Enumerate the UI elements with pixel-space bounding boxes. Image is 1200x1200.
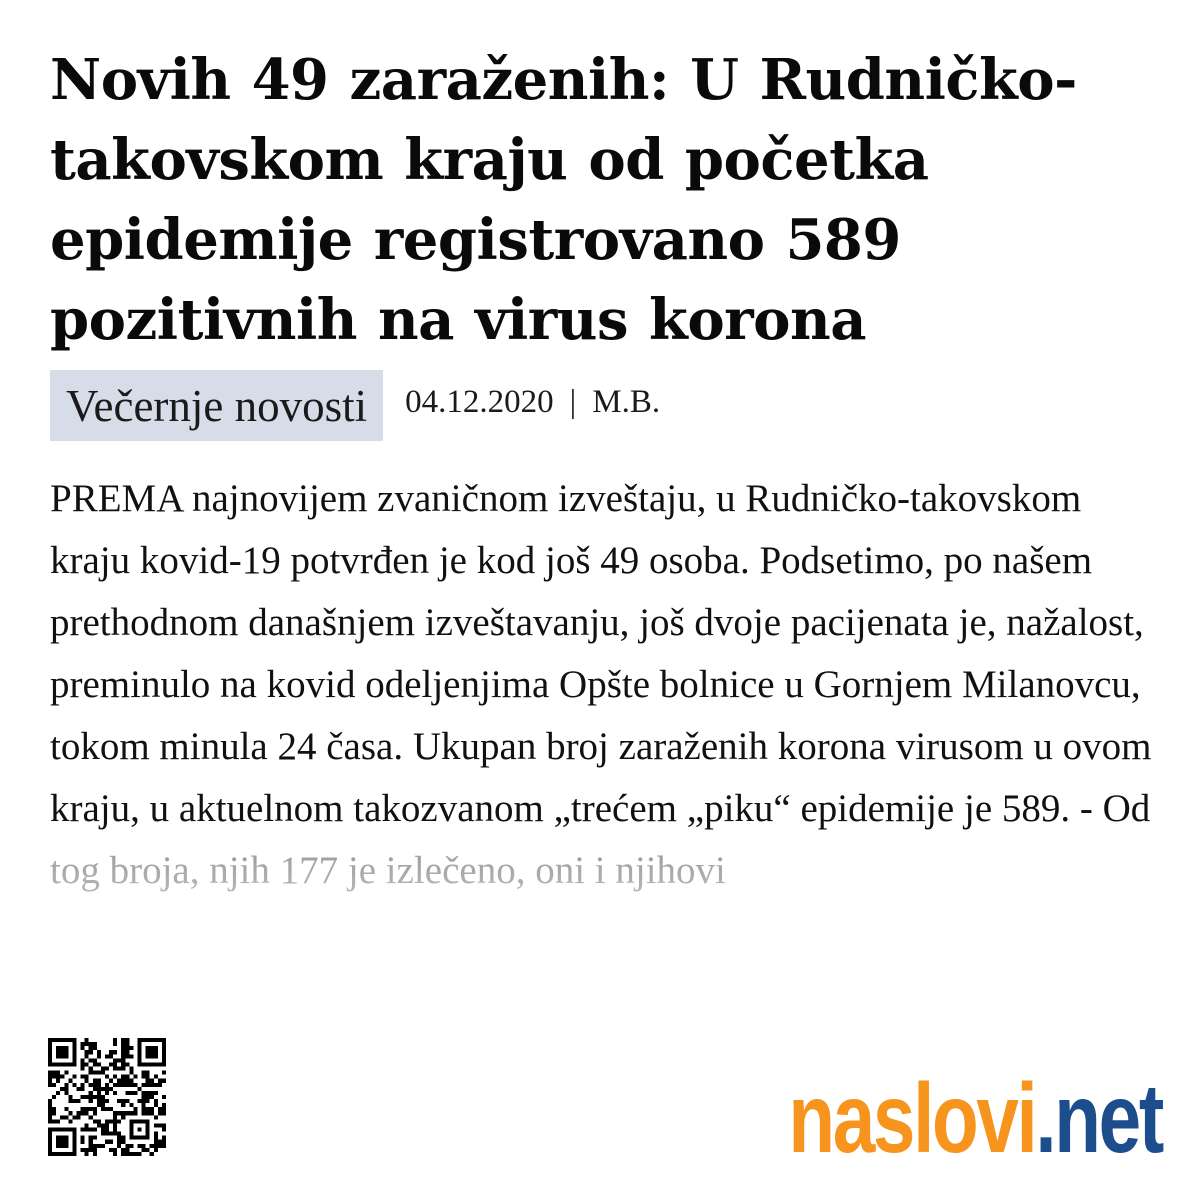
article-body: PREMA najnovijem zvaničnom izveštaju, u Rudničko-takovskom kraju kovid-19 potvrđen je kod još 49 osoba. Podsetimo, po našem prethodnom današnjem izveštavanju, još dvoje pacijenata je, nažalost, preminulo na kovid odeljenjima Opšte bolnice u Gornjem Milanovcu, tokom minula 24 časa. Ukupan broj zaraženih korona virusom u ovom kraju, u aktuelnom takozvanom „trećem „piku“ epidemije je 589. - Od [50,477,1152,830]
logo-name: naslovi [788,1063,1036,1173]
source-badge[interactable]: Večernje novosti [50,370,383,441]
article-meta [50,370,660,441]
article-title: Novih 49 zaraženih: U Rudničko-takovskom kraju od početka epidemije registrovano 589 pozitivnih na virus korona [50,47,1077,353]
logo-tld: .net [1035,1063,1162,1173]
meta-info [405,384,660,421]
article-author: M.B. [592,384,661,420]
naslovi-logo[interactable] [788,1063,1162,1173]
article-date: 04.12.2020 [405,384,554,420]
meta-separator: | [569,384,577,420]
text-fade-overlay [0,838,1200,1018]
qr-code-icon [48,1038,166,1156]
